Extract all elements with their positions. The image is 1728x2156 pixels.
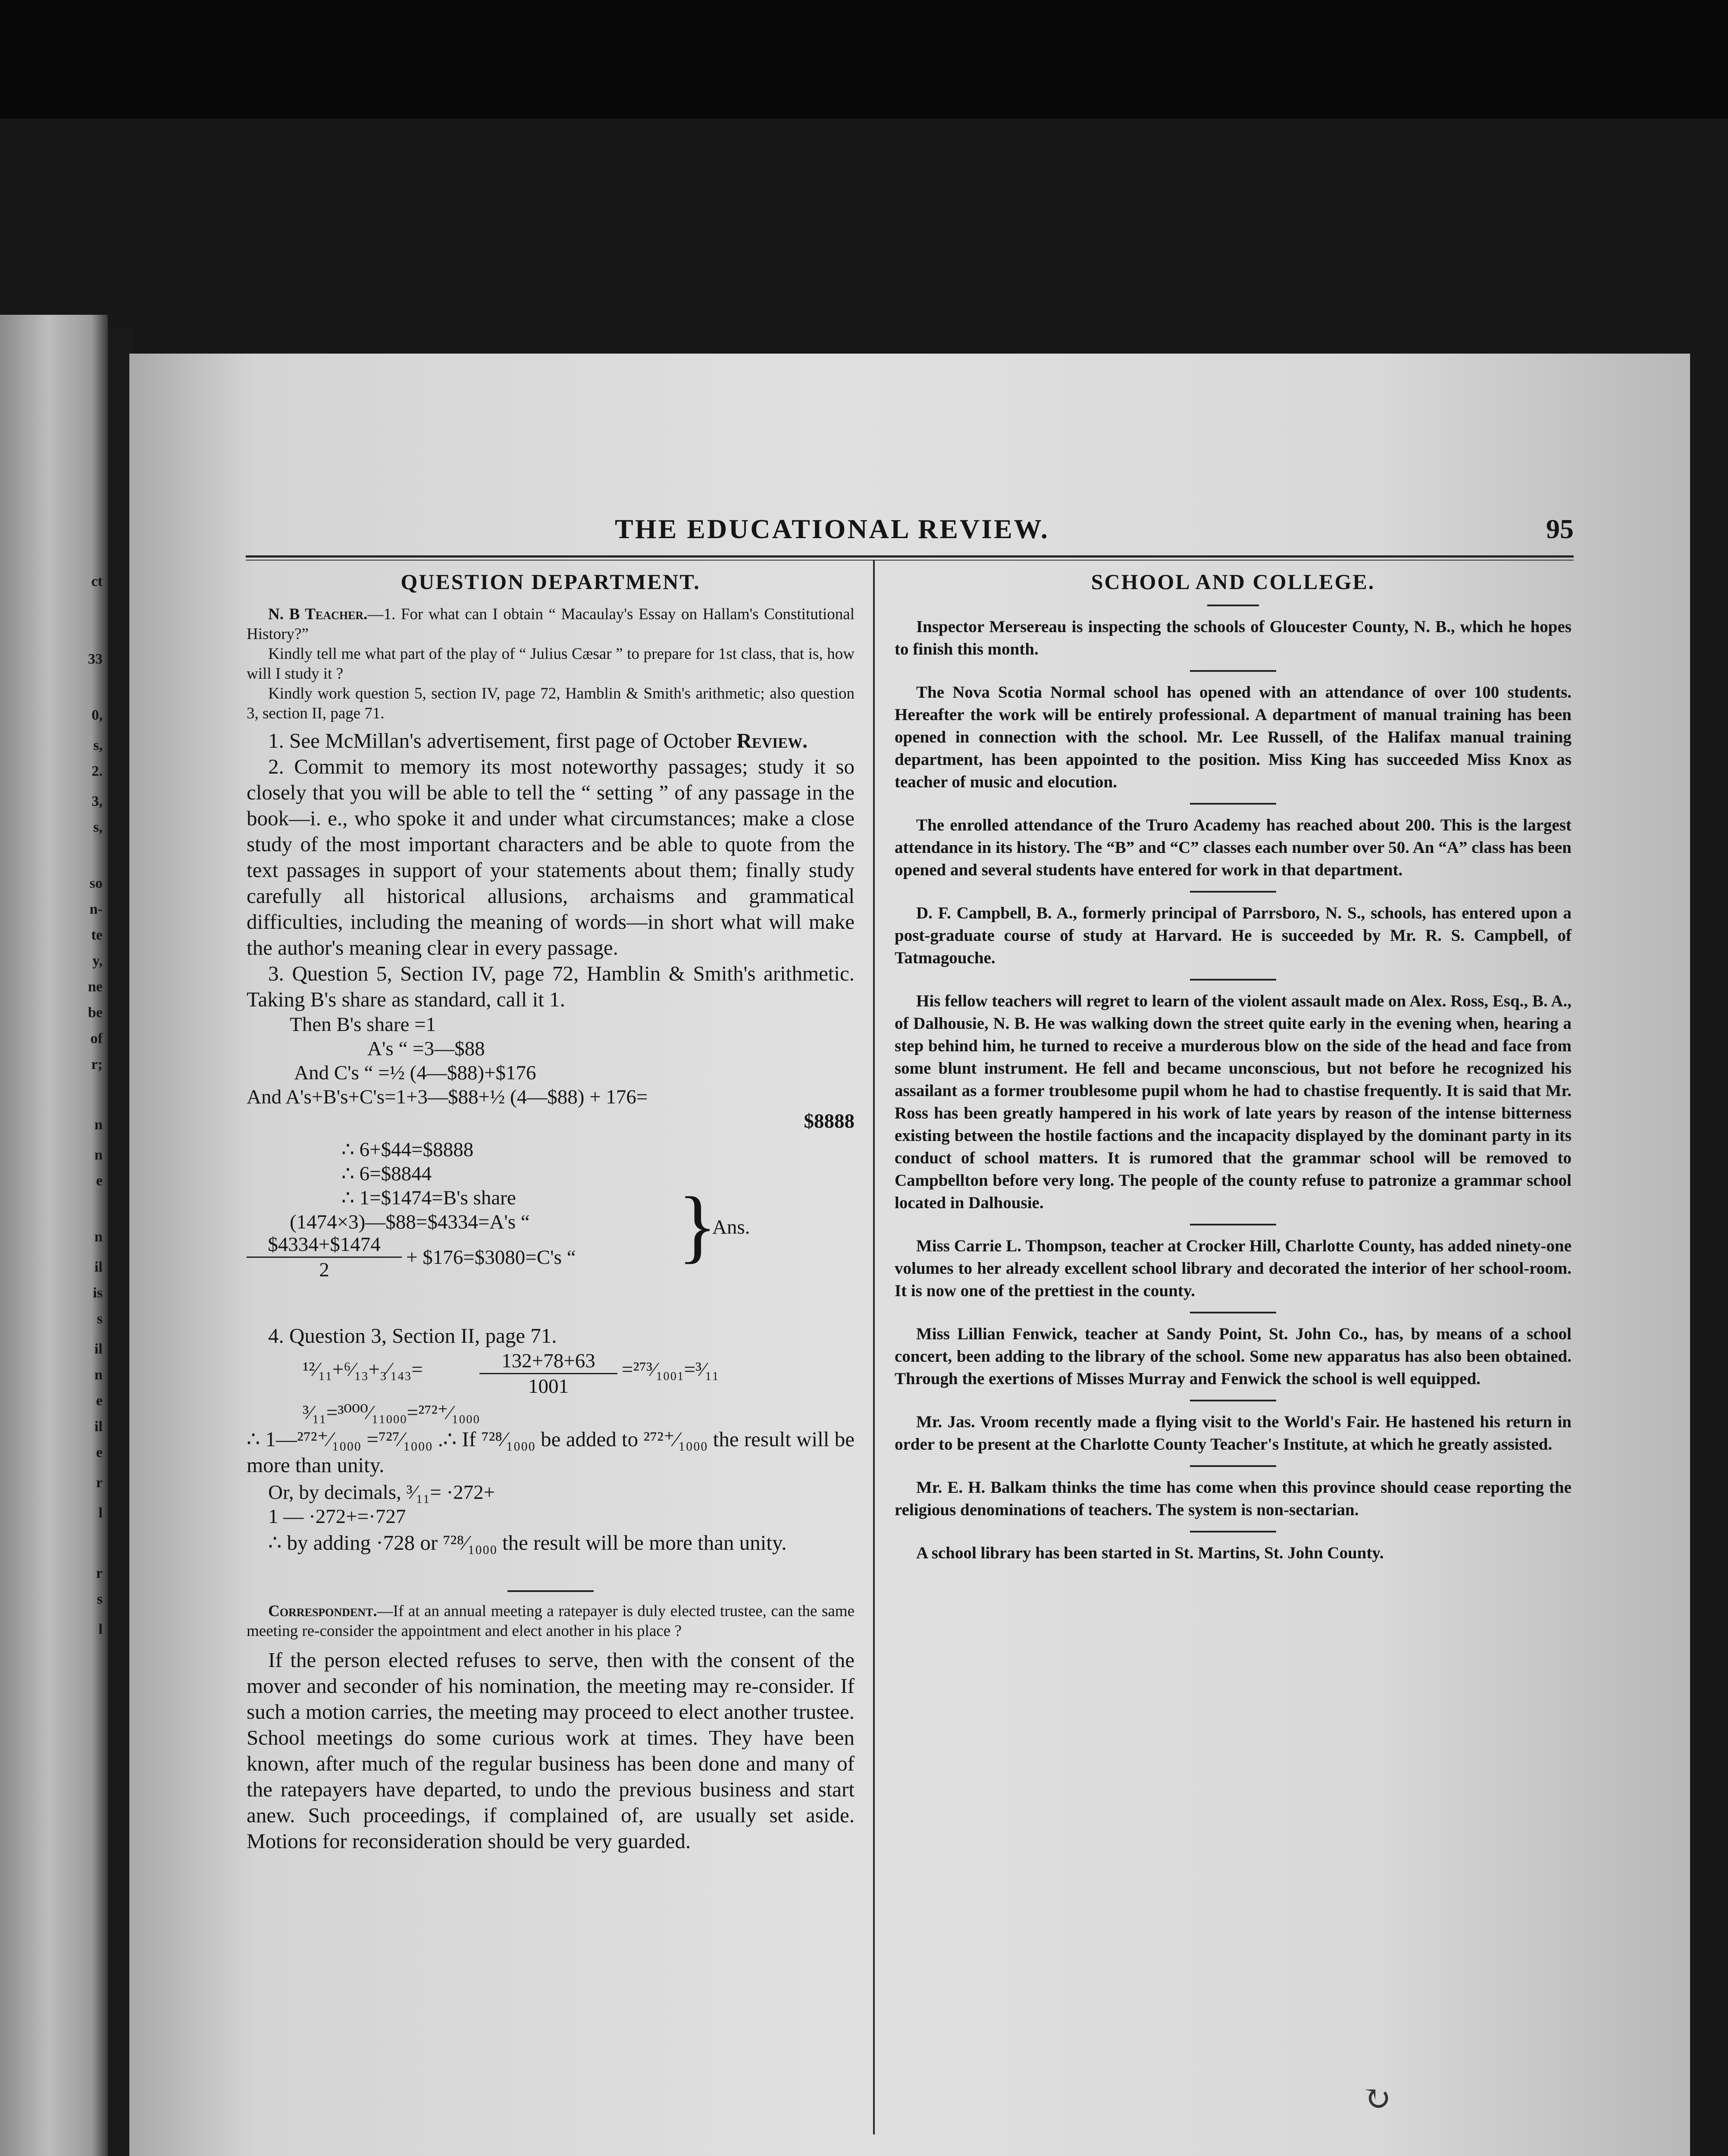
query-text: —1. For what can I obtain “ Macaulay's Essay on Hallam's Constitutional History?”	[247, 605, 855, 643]
news-item: A school library has been started in St. Martins, St. John County.	[916, 1544, 1384, 1562]
section-rule	[1190, 979, 1276, 981]
math-line: ∴ 6+$44=$8888	[341, 1138, 474, 1161]
margin-frag: y,	[92, 953, 103, 969]
math-line: ∴ by adding ·728 or ⁷²⁸⁄₁₀₀₀ the result will be more than unity.	[268, 1531, 787, 1554]
math-line: $8888	[804, 1110, 855, 1132]
fraction	[247, 1232, 402, 1282]
margin-frag: e	[96, 1393, 103, 1409]
math-line: And A's+B's+C's=1+3—$88+½ (4—$88) + 176=	[247, 1086, 648, 1108]
journal-page	[129, 354, 1690, 2156]
section-rule	[1190, 891, 1276, 893]
margin-frag: l	[98, 1505, 103, 1521]
news-item: Mr. E. H. Balkam thinks the time has come when this province should cease reporting the religious denominations of teachers. The system is non-sectarian.	[895, 1478, 1571, 1519]
margin-frag: ne	[88, 979, 103, 995]
section-rule	[1190, 1465, 1276, 1467]
margin-frag: te	[91, 927, 103, 943]
column-divider	[873, 561, 875, 2134]
math-line: (1474×3)—$88=$4334=A's “	[290, 1211, 530, 1233]
margin-frag: is	[93, 1285, 103, 1301]
fraction	[479, 1349, 617, 1398]
math-line: ∴ 1—²⁷²⁺⁄₁₀₀₀ =⁷²⁷⁄₁₀₀₀ .∴ If ⁷²⁸⁄₁₀₀₀ be added to ²⁷²⁺⁄₁₀₀₀ the result will be more than unity.	[247, 1427, 855, 1477]
news-item: The Nova Scotia Normal school has opened with an attendance of over 100 students. Hereafter the work will be entirely professional. A department of manual training has been opened in connection with the school. Mr. Lee Russell, of the Halifax manual training department, has been appointed to the position. Miss King has succeeded Miss Knox as teacher of music and elocution.	[895, 683, 1571, 791]
margin-frag: il	[94, 1419, 103, 1435]
previous-page-edge	[0, 315, 108, 2156]
math-line: =²⁷³⁄₁₀₀₁=³⁄₁₁	[622, 1358, 719, 1381]
margin-frag: of	[90, 1031, 103, 1047]
header-rule	[246, 555, 1574, 558]
section-rule	[1190, 1400, 1276, 1401]
news-item: Miss Lillian Fenwick, teacher at Sandy Point, St. John Co., has, by means of a school concert, been adding to the library of the school. Some new apparatus has also been obtained. Through the exertions of Misses Murray and Fenwick the school is well equipped.	[895, 1325, 1571, 1388]
section-rule	[1190, 1224, 1276, 1225]
correspondent-text: —If at an annual meeting a ratepayer is duly elected trustee, can the same meeting re-consider the appointment and elect another in his place ?	[247, 1602, 855, 1640]
margin-frag: be	[88, 1005, 103, 1021]
answer-label: Ans.	[712, 1216, 750, 1238]
margin-frag: r	[96, 1565, 103, 1581]
header-rule-thin	[246, 560, 1574, 561]
math-line: Then B's share =1	[290, 1013, 436, 1036]
margin-frag: s	[97, 1311, 103, 1327]
page-header	[246, 513, 1574, 552]
news-item: Miss Carrie L. Thompson, teacher at Crocker Hill, Charlotte County, has added ninety-one volumes to her already excellent school library and decorated the interior of her school-room. It is now one of the prettiest in the county.	[895, 1237, 1571, 1300]
fraction-numerator: 132+78+63	[479, 1349, 617, 1374]
correspondent-query	[247, 1601, 855, 1641]
section-rule	[1190, 1312, 1276, 1313]
news-item: D. F. Campbell, B. A., formerly principal of Parrsboro, N. S., schools, has entered upon a post-graduate course of study at Harvard. He is succeeded by Mr. R. S. Campbell, of Tatmagouche.	[895, 904, 1571, 967]
math-line: 1 — ·272+=·727	[268, 1505, 406, 1528]
news-item: Inspector Mersereau is inspecting the schools of Gloucester County, N. B., which he hopes to finish this month.	[895, 617, 1571, 658]
margin-frag: e	[96, 1445, 103, 1460]
margin-frag: l	[98, 1621, 103, 1637]
news-item: His fellow teachers will regret to learn of the violent assault made on Alex. Ross, Esq., B. A., of Dalhousie, N. B. He was walking down the street quite early in the evening when, hearing a step behind him, he turned to receive a murderous blow on the side of the head and face from some blunt instrument. He fell and became unconscious, but not before he recognized his assailant as a former troublesome pupil whom he had to chastise frequently. It is said that Mr. Ross has been greatly hampered in his work of late years by reason of the intense bitterness existing between the hostile factions and the incapacity displayed by the dominant party in its conduct of school matters. It is rumored that the grammar school will be removed to Campbellton before very long. The people of the county refuse to patronize a grammar school located in Dalhousie.	[895, 992, 1571, 1212]
section-rule	[1207, 605, 1259, 606]
margin-frag: il	[94, 1259, 103, 1275]
answer-paragraph: 2. Commit to memory its most noteworthy passages; study it so closely that you will be able to tell the “ setting ” of any passage in the book—i. e., who spoke it and under what circumstances; make a close study of the most important characters and be able to quote from the text passages in support of your statements about them; finally study carefully all historical allusions, archaisms and grammatical difficulties, including the meaning of words—in short what will make the author's meaning clear in every passage.	[247, 755, 855, 959]
school-and-college-column	[895, 569, 1571, 1564]
margin-frag: s,	[93, 737, 103, 753]
math-line: ∴ 6=$8844	[341, 1163, 432, 1185]
section-rule	[1190, 803, 1276, 805]
math-block-3	[247, 1012, 855, 1323]
page-number: 95	[1546, 514, 1574, 544]
handwritten-mark: ↻	[1362, 2080, 1392, 2118]
math-line: ∴ 1=$1474=B's share	[341, 1187, 516, 1209]
margin-frag: n	[94, 1147, 103, 1163]
math-line: + $176=$3080=C's “	[406, 1246, 576, 1269]
section-rule	[1190, 1531, 1276, 1532]
margin-frag: r;	[91, 1056, 103, 1072]
math-line: A's “ =3—$88	[367, 1037, 485, 1060]
margin-frag: s,	[93, 819, 103, 835]
query-paragraph	[247, 605, 855, 644]
news-item: The enrolled attendance of the Truro Academy has reached about 200. This is the largest attendance in its history. The “B” and “C” classes each number over 50. An “A” class has been opened and several students have entered for work in that department.	[895, 816, 1571, 879]
margin-frag: s	[97, 1591, 103, 1607]
math-line: ³⁄₁₁=³⁰⁰⁰⁄₁₁₀₀₀=²⁷²⁺⁄₁₀₀₀	[303, 1401, 480, 1424]
margin-frag: 2.	[91, 763, 103, 779]
margin-frag: n	[94, 1367, 103, 1383]
margin-frag: 33	[88, 651, 103, 667]
question-department-heading: QUESTION DEPARTMENT.	[401, 570, 701, 594]
math-line: And C's “ =½ (4—$88)+$176	[294, 1062, 536, 1084]
margin-frag: 3,	[91, 793, 103, 809]
margin-frag: r	[96, 1475, 103, 1491]
answer-text: 1. See McMillan's advertisement, first page of October	[268, 729, 732, 752]
answer-paragraph: 4. Question 3, Section II, page 71.	[268, 1324, 557, 1348]
query-paragraph: Kindly tell me what part of the play of “ Julius Cæsar ” to prepare for 1st class, that is, how will I study it ?	[247, 645, 855, 683]
brace-glyph: }	[678, 1181, 717, 1271]
running-title: THE EDUCATIONAL REVIEW.	[615, 514, 1049, 544]
margin-frag: e	[96, 1173, 103, 1189]
fraction-denominator: 2	[319, 1259, 329, 1281]
answer-paragraph	[247, 728, 855, 754]
margin-frag: il	[94, 1341, 103, 1357]
school-and-college-heading: SCHOOL AND COLLEGE.	[1091, 570, 1375, 594]
margin-frag: n	[94, 1117, 103, 1133]
fraction-denominator: 1001	[528, 1375, 569, 1398]
query-signature: N. B Teacher.	[268, 605, 368, 623]
math-line: ¹²⁄₁₁+⁶⁄₁₃+₃⁄₁₄₃=	[303, 1358, 423, 1381]
section-rule	[507, 1590, 594, 1592]
review-smallcaps: Review.	[736, 729, 808, 752]
math-block-4	[247, 1349, 855, 1573]
question-department-column	[247, 569, 855, 1854]
fraction-numerator: $4334+$1474	[247, 1232, 402, 1258]
math-line: Or, by decimals, ³⁄₁₁= ·272+	[268, 1481, 495, 1504]
margin-frag: n-	[89, 901, 103, 917]
section-rule	[1190, 670, 1276, 672]
margin-frag: so	[89, 875, 103, 891]
margin-frag: ct	[91, 573, 103, 589]
correspondent-signature: Correspondent.	[268, 1602, 377, 1620]
query-paragraph: Kindly work question 5, section IV, page 72, Hamblin & Smith's arithmetic; also question 3, section II, page 71.	[247, 685, 855, 722]
margin-frag: n	[94, 1229, 103, 1245]
correspondent-answer: If the person elected refuses to serve, then with the consent of the mover and seconder of his nomination, the meeting may re-consider. If such a motion carries, the meeting may proceed to elect another trustee. School meetings do some curious work at times. They have been known, after much of the regular business has been done and many of the ratepayers have departed, to undo the previous business and start anew. Such proceedings, if complained of, are usually set aside. Motions for reconsideration should be very guarded.	[247, 1648, 855, 1853]
margin-frag: 0,	[91, 707, 103, 723]
answer-paragraph: 3. Question 5, Section IV, page 72, Hamblin & Smith's arithmetic. Taking B's share as standard, call it 1.	[247, 962, 855, 1011]
news-item: Mr. Jas. Vroom recently made a flying visit to the World's Fair. He hastened his return in order to be present at the Charlotte County Teacher's Institute, at which he greatly assisted.	[895, 1413, 1571, 1454]
